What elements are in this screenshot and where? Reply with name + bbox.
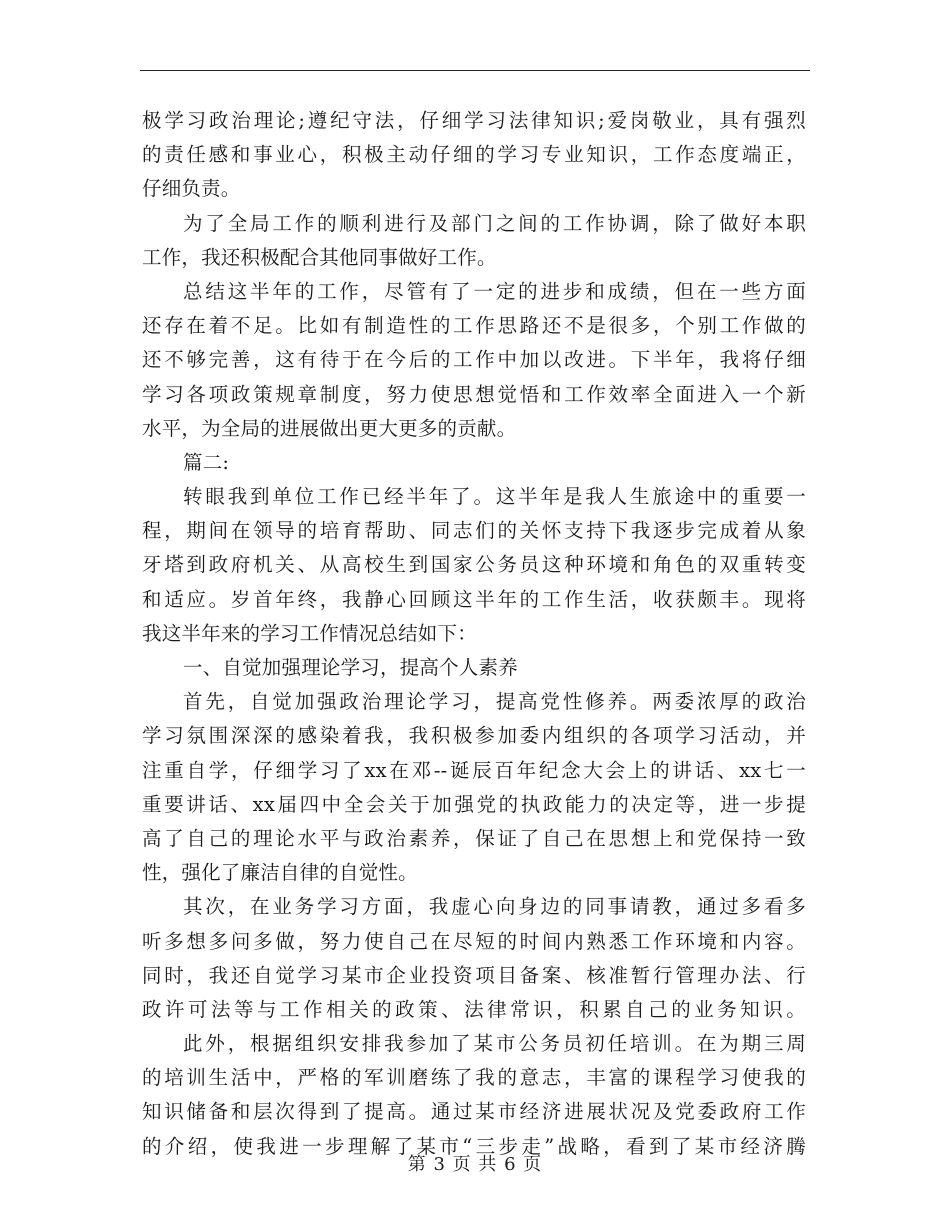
text-line: 此外，根据组织安排我参加了某市公务员初任培训。在为期三周: [183, 1032, 806, 1056]
text-line: 的介绍，使我进一步理解了某市“三步走”战略，看到了某市经济腾: [142, 1134, 806, 1158]
text-line: 听多想多问多做，努力使自己在尽短的时间内熟悉工作环境和内容。: [142, 929, 806, 953]
text-line: 重要讲话、xx届四中全会关于加强党的执政能力的决定等，进一步提: [142, 792, 806, 816]
text-line: 水平，为全局的进展做出更大更多的贡献。: [142, 416, 517, 440]
page-footer: [0, 1150, 950, 1176]
text-line: 工作，我还积极配合其他同事做好工作。: [142, 245, 497, 269]
text-line: 总结这半年的工作，尽管有了一定的进步和成绩，但在一些方面: [183, 279, 806, 303]
text-line: 仔细负责。: [142, 177, 241, 201]
text-line: 一、自觉加强理论学习，提高个人素养: [183, 656, 518, 679]
text-line: 还不够完善，这有待于在今后的工作中加以改进。下半年，我将仔细: [142, 348, 806, 372]
text-line: 篇二:: [183, 450, 230, 474]
text-line: 政许可法等与工作相关的政策、法律常识，积累自己的业务知识。: [142, 997, 806, 1021]
text-line: 性，强化了廉洁自律的自觉性。: [142, 861, 418, 885]
text-line: 学习氛围深深的感染着我，我积极参加委内组织的各项学习活动，并: [142, 724, 806, 748]
page-number: 第 3 页 共 6 页: [407, 1154, 543, 1175]
text-line: 注重自学，仔细学习了xx在邓--诞辰百年纪念大会上的讲话、xx七一: [142, 758, 806, 782]
text-line: 还存在着不足。比如有制造性的工作思路还不是很多，个别工作做的: [142, 314, 806, 338]
text-line: 我这半年来的学习工作情况总结如下：: [142, 621, 477, 645]
text-line: 的责任感和事业心，积极主动仔细的学习专业知识，工作态度端正，: [142, 143, 806, 167]
text-line: 转眼我到单位工作已经半年了。这半年是我人生旅途中的重要一: [183, 485, 806, 509]
text-line: 首先，自觉加强政治理论学习，提高党性修养。两委浓厚的政治: [183, 690, 806, 714]
text-line: 极学习政治理论;遵纪守法，仔细学习法律知识;爱岗敬业，具有强烈: [142, 109, 806, 132]
text-line: 牙塔到政府机关、从高校生到国家公务员这种环境和角色的双重转变: [142, 553, 806, 577]
text-line: 同时，我还自觉学习某市企业投资项目备案、核准暂行管理办法、行: [142, 963, 806, 987]
document-body: [142, 104, 806, 1164]
text-line: 和适应。岁首年终，我静心回顾这半年的工作生活，收获颇丰。现将: [142, 587, 806, 611]
text-line: 高了自己的理论水平与政治素养，保证了自己在思想上和党保持一致: [142, 826, 806, 850]
text-line: 程，期间在领导的培育帮助、同志们的关怀支持下我逐步完成着从象: [142, 519, 806, 543]
text-line: 其次，在业务学习方面，我虚心向身边的同事请教，通过多看多: [183, 895, 806, 919]
text-line: 学习各项政策规章制度，努力使思想觉悟和工作效率全面进入一个新: [142, 382, 806, 406]
header-rule: [140, 70, 810, 71]
text-line: 为了全局工作的顺利进行及部门之间的工作协调，除了做好本职: [183, 211, 806, 235]
text-line: 的培训生活中，严格的军训磨练了我的意志，丰富的课程学习使我的: [142, 1066, 806, 1090]
text-line: 知识储备和层次得到了提高。通过某市经济进展状况及党委政府工作: [142, 1100, 806, 1124]
